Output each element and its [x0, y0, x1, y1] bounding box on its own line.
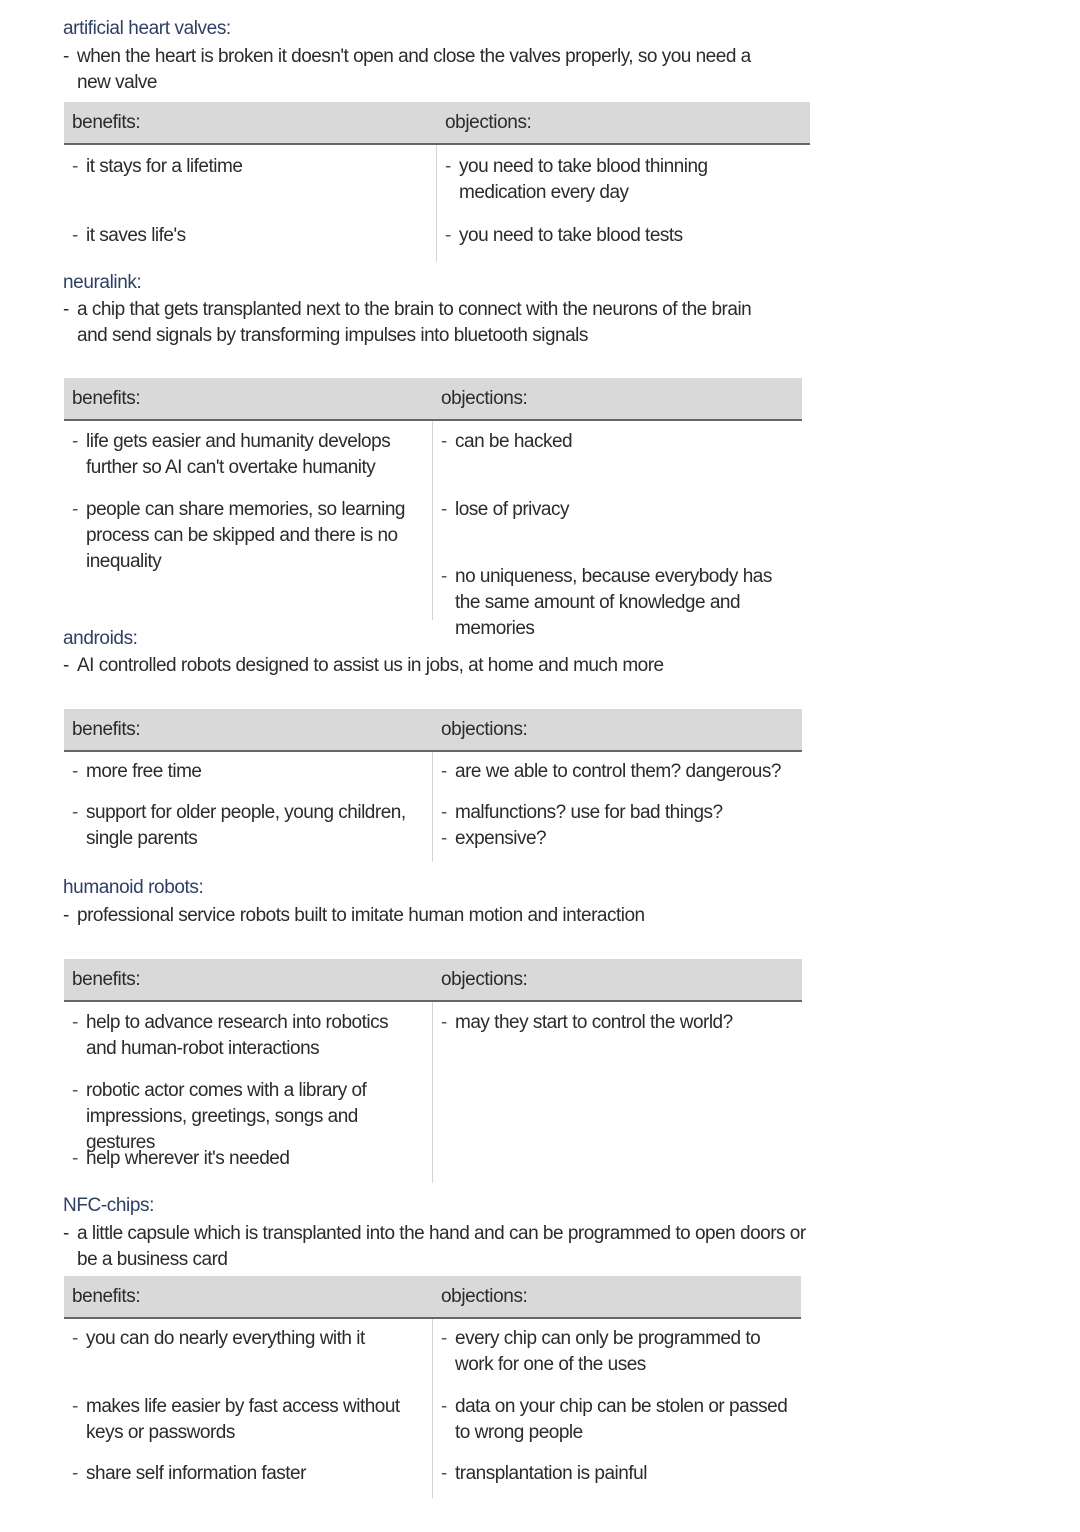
table-header [64, 102, 810, 145]
benefit-text: share self information faster [86, 1463, 306, 1484]
objection-item [441, 497, 786, 523]
pros-cons-table [64, 709, 802, 862]
bullet-dash: - [441, 1396, 447, 1417]
section-description [63, 903, 783, 929]
table-header [64, 378, 802, 421]
objection-item [445, 154, 790, 206]
benefit-item [72, 223, 422, 249]
objection-item [441, 1010, 786, 1036]
benefit-item [72, 154, 422, 180]
bullet-dash: - [441, 566, 447, 587]
benefit-text: help to advance research into robotics and human-robot interactions [86, 1012, 389, 1059]
bullet-dash: - [72, 1012, 78, 1033]
bullet-dash: - [72, 761, 78, 782]
table-header [64, 709, 802, 752]
benefit-text: more free time [86, 761, 202, 782]
bullet-dash: - [63, 905, 69, 926]
objection-text: data on your chip can be stolen or passed to wrong people [455, 1396, 788, 1443]
benefit-text: support for older people, young children, single parents [86, 802, 406, 849]
benefit-text: it stays for a lifetime [86, 156, 243, 177]
section-title: artificial heart valves: [63, 18, 231, 39]
objection-item [441, 800, 786, 826]
description-text: when the heart is broken it doesn't open and close the valves properly, so you need a new valve [77, 46, 751, 93]
bullet-dash: - [72, 1148, 78, 1169]
section-description [63, 297, 763, 349]
objections-header: objections: [445, 112, 532, 133]
bullet-dash: - [63, 655, 69, 676]
benefit-item [72, 800, 422, 852]
objection-text: transplantation is painful [455, 1463, 647, 1484]
benefit-item [72, 1010, 417, 1062]
bullet-dash: - [441, 761, 447, 782]
section-description [63, 1221, 823, 1273]
objection-item [441, 429, 786, 455]
objection-item [441, 759, 786, 785]
column-divider [436, 145, 437, 262]
description-text: a little capsule which is transplanted into the hand and can be programmed to open doors or be a business card [77, 1223, 806, 1270]
bullet-dash: - [441, 828, 447, 849]
bullet-dash: - [63, 46, 69, 67]
benefit-item [72, 759, 422, 785]
section-title: neuralink: [63, 272, 142, 293]
objection-item [441, 1394, 791, 1446]
benefit-item [72, 497, 422, 575]
objection-item [441, 1461, 791, 1487]
benefit-item [72, 1078, 417, 1156]
bullet-dash: - [445, 156, 451, 177]
pros-cons-table [64, 1276, 801, 1498]
pros-cons-table [64, 959, 802, 1183]
bullet-dash: - [63, 1223, 69, 1244]
section-title: NFC-chips: [63, 1195, 155, 1216]
column-divider [432, 1002, 433, 1183]
objection-text: no uniqueness, because everybody has the same amount of knowledge and memories [455, 566, 772, 639]
benefits-header: benefits: [72, 112, 141, 133]
bullet-dash: - [72, 431, 78, 452]
benefits-header: benefits: [72, 719, 141, 740]
column-divider [432, 752, 433, 862]
objections-header: objections: [441, 388, 528, 409]
benefit-item [72, 1326, 417, 1352]
objection-item [441, 1326, 791, 1378]
benefit-text: makes life easier by fast access without keys or passwords [86, 1396, 400, 1443]
objections-header: objections: [441, 969, 528, 990]
benefit-text: it saves life's [86, 225, 186, 246]
objection-text: expensive? [455, 828, 547, 849]
bullet-dash: - [72, 802, 78, 823]
bullet-dash: - [441, 1328, 447, 1349]
benefit-text: help wherever it's needed [86, 1148, 290, 1169]
objection-text: you need to take blood thinning medication every day [459, 156, 708, 203]
benefit-text: life gets easier and humanity develops further so AI can't overtake humanity [86, 431, 391, 478]
section-description [63, 44, 783, 96]
bullet-dash: - [441, 431, 447, 452]
table-header [64, 1276, 801, 1319]
bullet-dash: - [441, 1463, 447, 1484]
objection-text: are we able to control them? dangerous? [455, 761, 781, 782]
section-description [63, 653, 783, 679]
column-divider [432, 1319, 433, 1498]
bullet-dash: - [445, 225, 451, 246]
objection-text: malfunctions? use for bad things? [455, 802, 723, 823]
bullet-dash: - [63, 299, 69, 320]
objection-text: can be hacked [455, 431, 573, 452]
bullet-dash: - [72, 499, 78, 520]
pros-cons-table [64, 102, 810, 262]
benefit-text: you can do nearly everything with it [86, 1328, 365, 1349]
objections-header: objections: [441, 719, 528, 740]
bullet-dash: - [441, 802, 447, 823]
benefits-header: benefits: [72, 969, 141, 990]
benefit-item [72, 1394, 417, 1446]
objection-text: may they start to control the world? [455, 1012, 733, 1033]
benefit-item [72, 1146, 417, 1172]
table-header [64, 959, 802, 1002]
bullet-dash: - [72, 156, 78, 177]
benefit-item [72, 429, 422, 481]
section-title: androids: [63, 628, 138, 649]
description-text: a chip that gets transplanted next to the brain to connect with the neurons of the brain and send signals by transforming impulses into bluetooth signals [77, 299, 752, 346]
objections-header: objections: [441, 1286, 528, 1307]
objection-item [445, 223, 790, 249]
benefit-item [72, 1461, 417, 1487]
bullet-dash: - [72, 1080, 78, 1101]
description-text: AI controlled robots designed to assist us in jobs, at home and much more [77, 655, 664, 676]
bullet-dash: - [72, 1463, 78, 1484]
objection-text: you need to take blood tests [459, 225, 683, 246]
description-text: professional service robots built to imitate human motion and interaction [77, 905, 645, 926]
benefit-text: people can share memories, so learning process can be skipped and there is no inequality [86, 499, 405, 572]
bullet-dash: - [441, 499, 447, 520]
bullet-dash: - [72, 225, 78, 246]
objection-item [441, 826, 786, 852]
bullet-dash: - [72, 1396, 78, 1417]
objection-item [441, 564, 786, 642]
column-divider [432, 421, 433, 620]
benefits-header: benefits: [72, 388, 141, 409]
objection-text: lose of privacy [455, 499, 569, 520]
benefits-header: benefits: [72, 1286, 141, 1307]
benefit-text: robotic actor comes with a library of impressions, greetings, songs and gestures [86, 1080, 367, 1153]
bullet-dash: - [72, 1328, 78, 1349]
section-title: humanoid robots: [63, 877, 204, 898]
bullet-dash: - [441, 1012, 447, 1033]
objection-text: every chip can only be programmed to work for one of the uses [455, 1328, 761, 1375]
